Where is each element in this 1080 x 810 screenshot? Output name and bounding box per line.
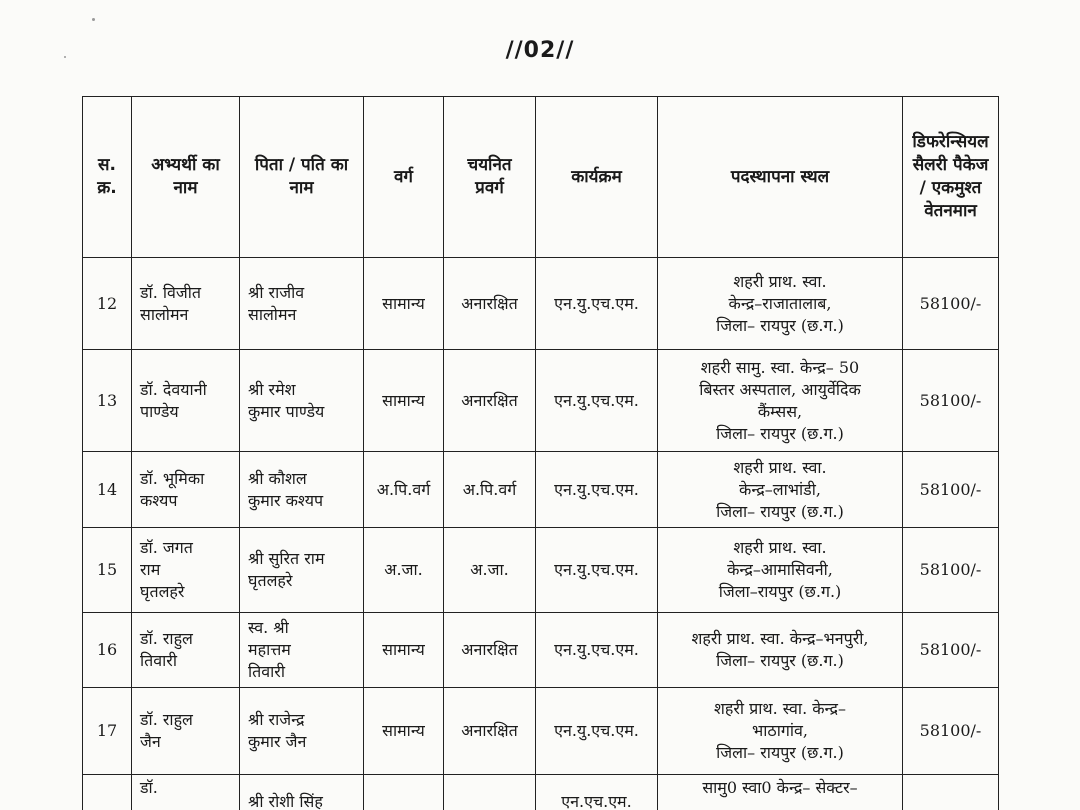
category bbox=[364, 775, 444, 810]
salary: 58100/- bbox=[903, 688, 999, 775]
header-serial-number: स. क्र. bbox=[83, 97, 132, 258]
selected-category: अनारक्षित bbox=[444, 613, 536, 688]
program: एन.यु.एच.एम. bbox=[536, 258, 658, 350]
selected-category bbox=[444, 775, 536, 810]
candidate-posting-table bbox=[82, 96, 999, 810]
selected-category: अ.जा. bbox=[444, 528, 536, 613]
father-name: श्री रमेश कुमार पाण्डेय bbox=[240, 350, 364, 452]
father-name: श्री रोशी सिंह bbox=[240, 775, 364, 810]
father-name: श्री राजेन्द्र कुमार जैन bbox=[240, 688, 364, 775]
candidate-name: डॉ. bbox=[132, 775, 240, 810]
header-candidate-name: अभ्यर्थी का नाम bbox=[132, 97, 240, 258]
page-number: //02// bbox=[505, 38, 575, 63]
program: एन.यु.एच.एम. bbox=[536, 613, 658, 688]
table-row bbox=[83, 452, 999, 528]
salary: 58100/- bbox=[903, 258, 999, 350]
program: एन.यु.एच.एम. bbox=[536, 528, 658, 613]
header-selected-category: चयनित प्रवर्ग bbox=[444, 97, 536, 258]
serial-number: 12 bbox=[83, 258, 132, 350]
father-name: श्री राजीव सालोमन bbox=[240, 258, 364, 350]
selected-category: अनारक्षित bbox=[444, 258, 536, 350]
program: एन.एच.एम. bbox=[536, 775, 658, 810]
candidate-name: डॉ. जगत राम घृतलहरे bbox=[132, 528, 240, 613]
category: सामान्य bbox=[364, 258, 444, 350]
candidate-name: डॉ. राहुल जैन bbox=[132, 688, 240, 775]
program: एन.यु.एच.एम. bbox=[536, 452, 658, 528]
salary: 58100/- bbox=[903, 528, 999, 613]
posting-place: शहरी प्राथ. स्वा. केन्द्र–आमासिवनी, जिला–रायपुर (छ.ग.) bbox=[658, 528, 903, 613]
table-row bbox=[83, 350, 999, 452]
selected-category: अनारक्षित bbox=[444, 688, 536, 775]
salary: 58100/- bbox=[903, 613, 999, 688]
posting-place: शहरी प्राथ. स्वा. केन्द्र– भाठागांव, जिला– रायपुर (छ.ग.) bbox=[658, 688, 903, 775]
serial-number: 15 bbox=[83, 528, 132, 613]
selected-category: अनारक्षित bbox=[444, 350, 536, 452]
header-row bbox=[83, 97, 999, 258]
posting-place: सामु0 स्वा0 केन्द्र– सेक्टर– bbox=[658, 775, 903, 810]
father-name: श्री सुरित राम घृतलहरे bbox=[240, 528, 364, 613]
candidate-name: डॉ. विजीत सालोमन bbox=[132, 258, 240, 350]
header-program: कार्यक्रम bbox=[536, 97, 658, 258]
serial-number: 14 bbox=[83, 452, 132, 528]
posting-place: शहरी सामु. स्वा. केन्द्र– 50 बिस्तर अस्पताल, आयुर्वेदिक कैंम्सस, जिला– रायपुर (छ.ग.) bbox=[658, 350, 903, 452]
header-category: वर्ग bbox=[364, 97, 444, 258]
header-salary-package: डिफरेन्सियल सैलरी पैकेज / एकमुश्त वेतनमान bbox=[903, 97, 999, 258]
scan-speck bbox=[64, 56, 66, 58]
serial-number: 17 bbox=[83, 688, 132, 775]
selected-category: अ.पि.वर्ग bbox=[444, 452, 536, 528]
scan-speck bbox=[92, 18, 95, 21]
header-father-husband-name: पिता / पति का नाम bbox=[240, 97, 364, 258]
category: सामान्य bbox=[364, 613, 444, 688]
father-name: स्व. श्री महात्तम तिवारी bbox=[240, 613, 364, 688]
category: सामान्य bbox=[364, 688, 444, 775]
salary: 58100/- bbox=[903, 350, 999, 452]
posting-place: शहरी प्राथ. स्वा. केन्द्र–लाभांडी, जिला– रायपुर (छ.ग.) bbox=[658, 452, 903, 528]
candidate-name: डॉ. देवयानी पाण्डेय bbox=[132, 350, 240, 452]
serial-number bbox=[83, 775, 132, 810]
posting-place: शहरी प्राथ. स्वा. केन्द्र–भनपुरी, जिला– रायपुर (छ.ग.) bbox=[658, 613, 903, 688]
candidate-name: डॉ. भूमिका कश्यप bbox=[132, 452, 240, 528]
salary bbox=[903, 775, 999, 810]
table-row bbox=[83, 775, 999, 810]
serial-number: 16 bbox=[83, 613, 132, 688]
father-name: श्री कौशल कुमार कश्यप bbox=[240, 452, 364, 528]
header-posting-place: पदस्थापना स्थल bbox=[658, 97, 903, 258]
table-row bbox=[83, 688, 999, 775]
table-row bbox=[83, 528, 999, 613]
program: एन.यु.एच.एम. bbox=[536, 688, 658, 775]
posting-place: शहरी प्राथ. स्वा. केन्द्र–राजातालाब, जिला– रायपुर (छ.ग.) bbox=[658, 258, 903, 350]
table-row bbox=[83, 258, 999, 350]
category: सामान्य bbox=[364, 350, 444, 452]
table-row bbox=[83, 613, 999, 688]
category: अ.पि.वर्ग bbox=[364, 452, 444, 528]
candidate-name: डॉ. राहुल तिवारी bbox=[132, 613, 240, 688]
salary: 58100/- bbox=[903, 452, 999, 528]
category: अ.जा. bbox=[364, 528, 444, 613]
serial-number: 13 bbox=[83, 350, 132, 452]
program: एन.यु.एच.एम. bbox=[536, 350, 658, 452]
